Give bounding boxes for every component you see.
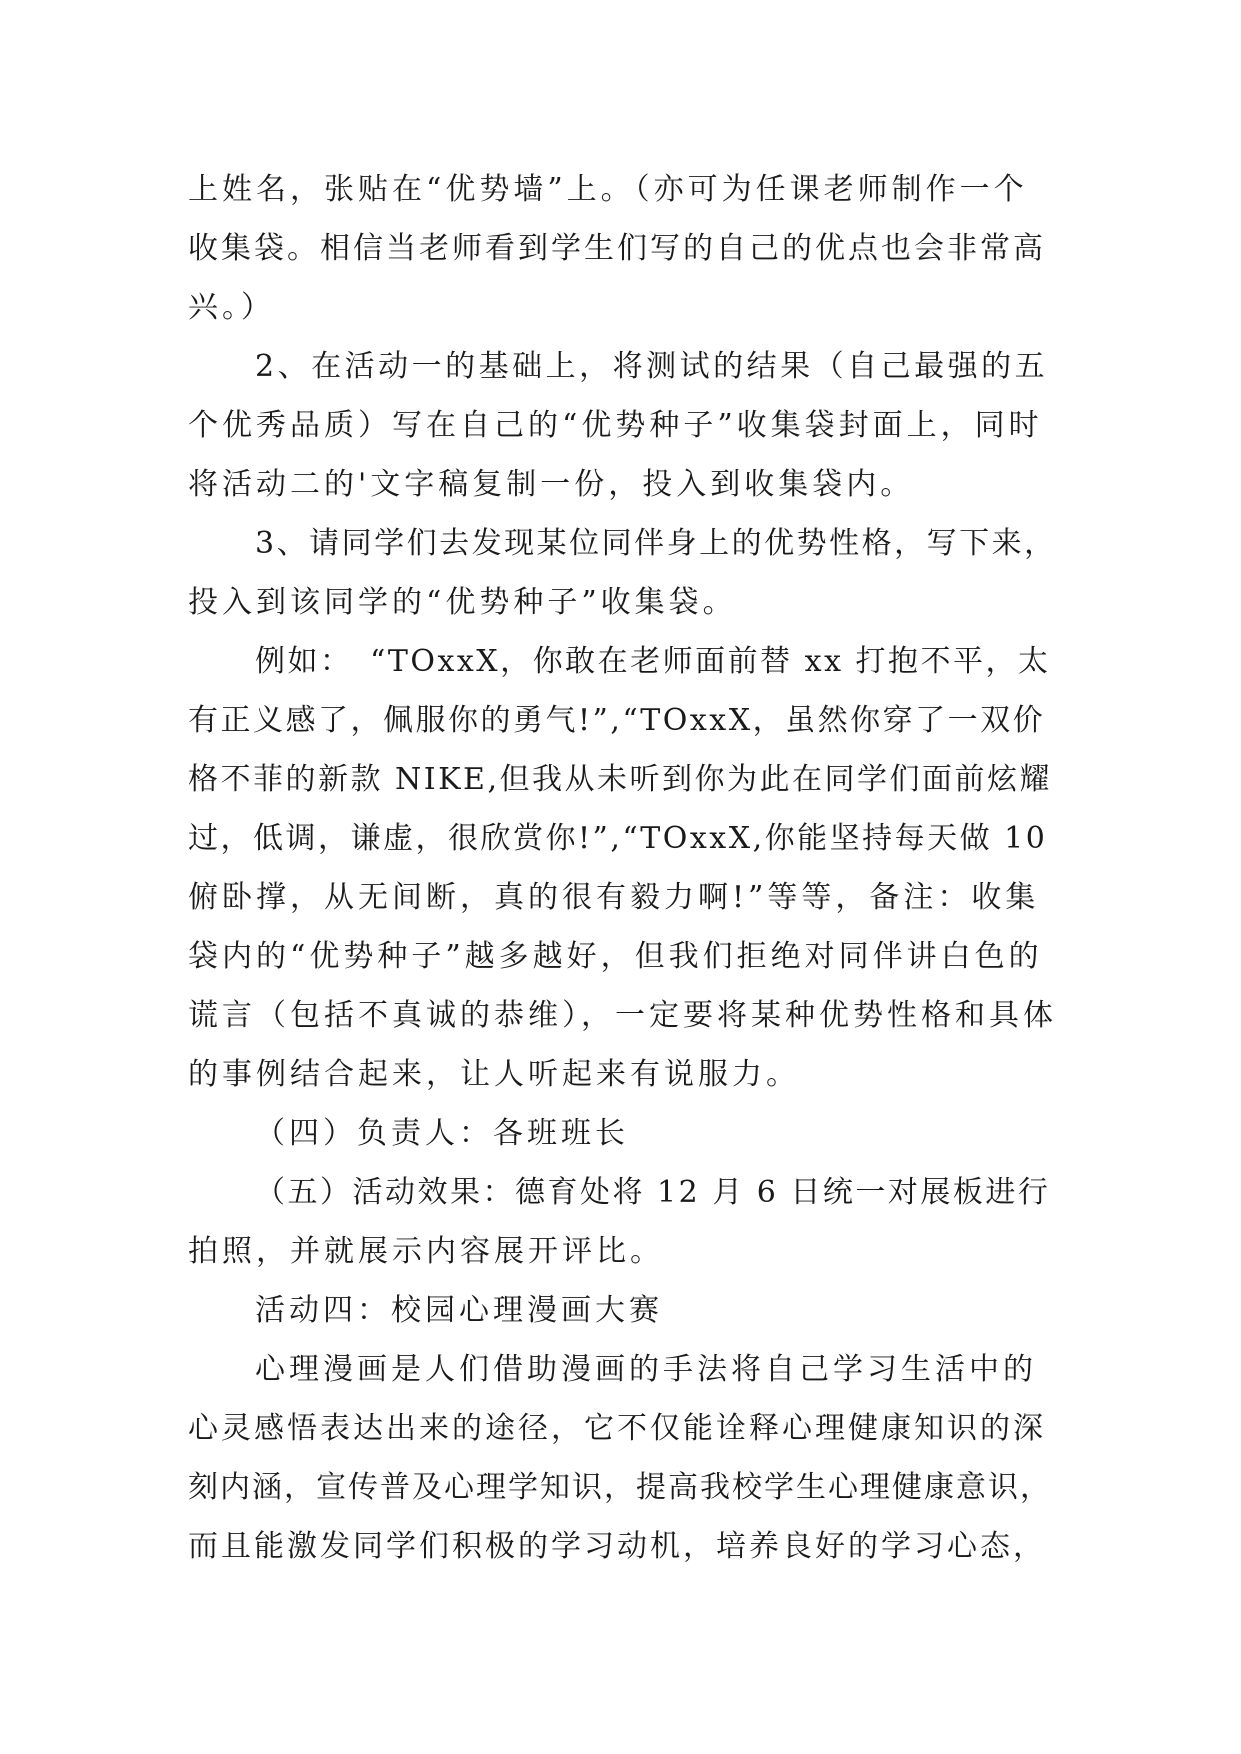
text-line: 2、在活动一的基础上，将测试的结果（自己最强的五 [255, 349, 1049, 384]
text-line: 谎言（包括不真诚的恭维），一定要将某种优势性格和具体 [188, 998, 1057, 1033]
text-line: 心灵感悟表达出来的途径，它不仅能诠释心理健康知识的深 [188, 1411, 1046, 1446]
text-line: 将活动二的'文字稿复制一份，投入到收集袋内。 [188, 467, 915, 502]
text-line: 俯卧撑，从无间断，真的很有毅力啊!”等等，备注：收集 [188, 880, 1040, 915]
text-line: 个优秀品质）写在自己的“优势种子”收集袋封面上，同时 [188, 408, 1043, 443]
text-line: （五）活动效果：德育处将 12 月 6 日统一对展板进行 [255, 1175, 1051, 1210]
text-line: 上姓名，张贴在“优势墙”上。（亦可为任课老师制作一个 [188, 172, 1028, 207]
text-line: 格不菲的新款 NIKE,但我从未听到你为此在同学们面前炫耀 [188, 762, 1052, 797]
text-line: 拍照，并就展示内容展开评比。 [188, 1234, 664, 1269]
text-line: 3、请同学们去发现某位同伴身上的优势性格，写下来， [255, 526, 1057, 561]
text-line: 有正义感了，佩服你的勇气!”,“TOxxX，虽然你穿了一双价 [188, 703, 1046, 738]
text-line: 而且能激发同学们积极的学习动机，培养良好的学习心态， [188, 1529, 1046, 1564]
body-text [188, 160, 1058, 1576]
text-line: 心理漫画是人们借助漫画的手法将自己学习生活中的 [255, 1352, 1037, 1387]
text-line: 袋内的“优势种子”越多越好，但我们拒绝对同伴讲白色的 [188, 939, 1043, 974]
text-line: 兴。） [188, 290, 275, 325]
text-line: （四）负责人：各班班长 [255, 1116, 629, 1151]
text-line: 的事例结合起来，让人听起来有说服力。 [188, 1057, 800, 1092]
text-line: 例如： “TOxxX，你敢在老师面前替 xx 打抱不平，太 [255, 644, 1051, 679]
text-line: 刻内涵，宣传普及心理学知识，提高我校学生心理健康意识， [188, 1470, 1052, 1505]
text-line: 投入到该同学的“优势种子”收集袋。 [188, 585, 737, 620]
text-line: 过，低调，谦虚，很欣赏你!”,“TOxxX,你能坚持每天做 10 [188, 821, 1048, 856]
section-heading: 活动四：校园心理漫画大赛 [255, 1293, 663, 1328]
text-line: 收集袋。相信当老师看到学生们写的自己的优点也会非常高 [188, 231, 1046, 266]
